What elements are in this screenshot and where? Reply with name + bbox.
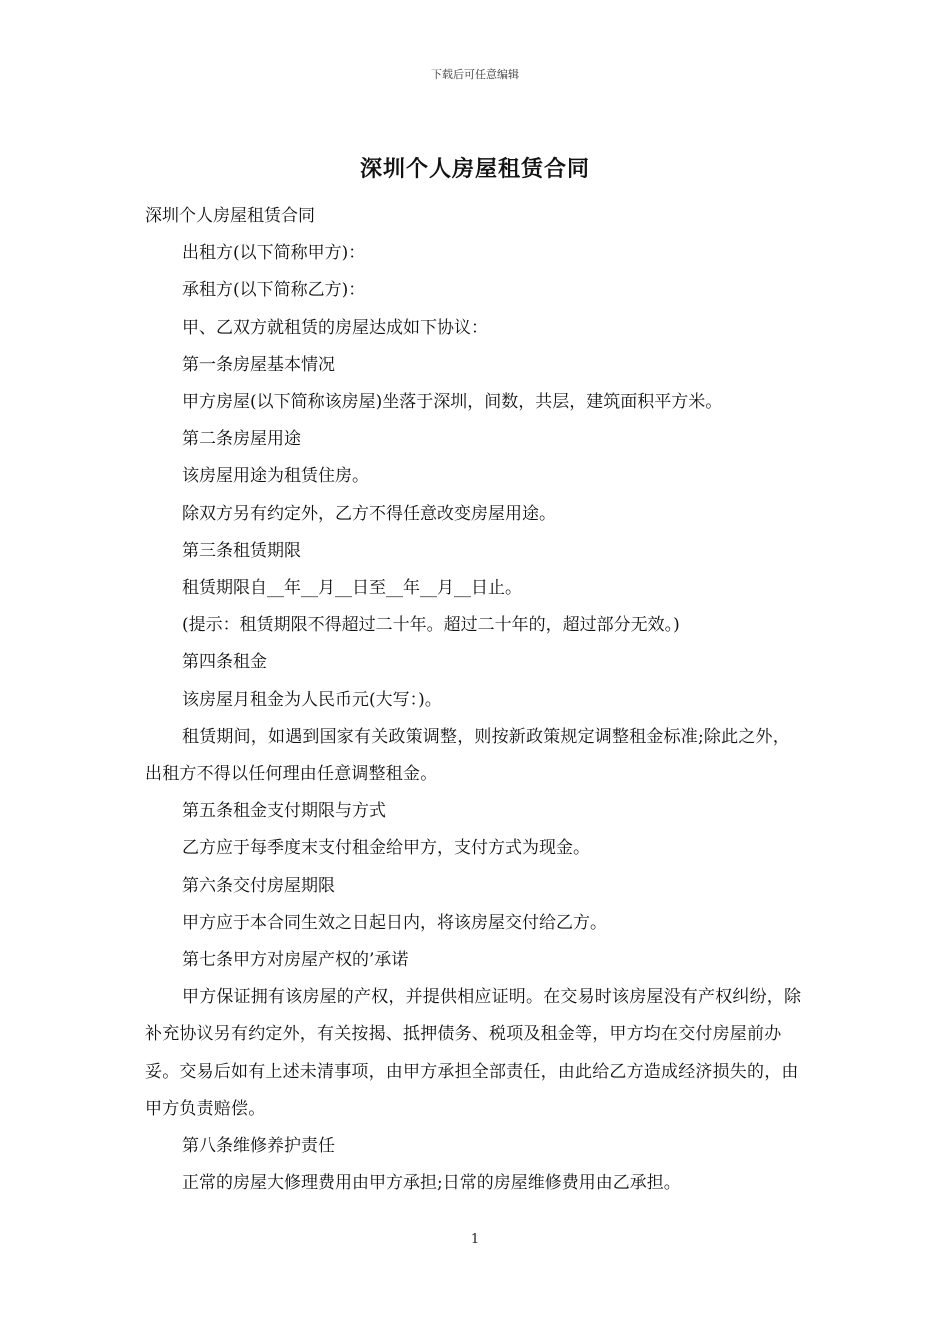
- body-line: 甲方房屋(以下简称该房屋)坐落于深圳，间数，共层，建筑面积平方米。: [182, 392, 723, 413]
- clause-heading: 第二条房屋用途: [182, 429, 301, 450]
- body-line: 除双方另有约定外，乙方不得任意改变房屋用途。: [182, 503, 556, 524]
- clause-heading: 第一条房屋基本情况: [182, 354, 335, 375]
- clause-heading: 第八条维修养护责任: [182, 1136, 335, 1157]
- body-subtitle: 深圳个人房屋租赁合同: [145, 206, 315, 226]
- header-note: 下载后可任意编辑: [431, 68, 519, 81]
- body-line: 该房屋用途为租赁住房。: [182, 466, 369, 487]
- body-line: 承租方(以下简称乙方)：: [182, 280, 366, 301]
- clause-heading: 第六条交付房屋期限: [182, 875, 335, 896]
- clause-heading: 第四条租金: [182, 652, 267, 673]
- clause-heading: 第七条甲方对房屋产权的’承诺: [182, 950, 409, 971]
- body-paragraph: 租赁期间，如遇到国家有关政策调整，则按新政策规定调整租金标准;除此之外，出租方不得以任何理由任意调整租金。: [145, 726, 790, 785]
- body-line: 正常的房屋大修理费用由甲方承担;日常的房屋维修费用由乙承担。: [182, 1173, 681, 1194]
- body-line: 该房屋月租金为人民币元(大写：)。: [182, 689, 442, 710]
- body-line: (提示：租赁期限不得超过二十年。超过二十年的，超过部分无效。): [182, 615, 680, 636]
- body-line: 租赁期限自__年__月__日至__年__月__日止。: [182, 578, 522, 599]
- document-title: 深圳个人房屋租赁合同: [359, 156, 590, 182]
- clause-heading: 第三条租赁期限: [182, 540, 301, 561]
- page-number: 1: [470, 1232, 480, 1247]
- document-body: [145, 198, 807, 1202]
- clause-heading: 第五条租金支付期限与方式: [182, 801, 386, 822]
- body-paragraph: 甲方保证拥有该房屋的产权，并提供相应证明。在交易时该房屋没有产权纠纷，除补充协议另有约定外，有关按揭、抵押债务、税项及租金等，甲方均在交付房屋前办妥。交易后如有上述未清事项，由甲方承担全部责任，由此给乙方造成经济损失的，由甲方负责赔偿。: [145, 987, 802, 1119]
- body-line: 甲、乙双方就租赁的房屋达成如下协议：: [182, 317, 488, 338]
- body-line: 甲方应于本合同生效之日起日内，将该房屋交付给乙方。: [182, 912, 607, 933]
- body-line: 出租方(以下简称甲方)：: [182, 243, 366, 264]
- body-line: 乙方应于每季度末支付租金给甲方，支付方式为现金。: [182, 838, 590, 859]
